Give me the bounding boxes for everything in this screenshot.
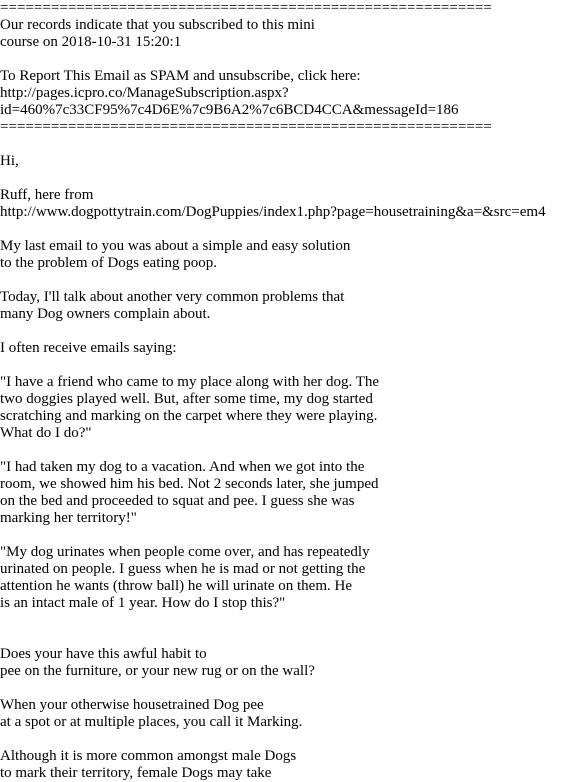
quote-line: attention he wants (throw ball) he will urinate on them. He <box>0 578 352 594</box>
subscription-notice-line-1: Our records indicate that you subscribed to this mini <box>0 17 315 33</box>
quote-line: two doggies played well. But, after some time, my dog started <box>0 391 373 407</box>
paragraph-line: pee on the furniture, or your new rug or on the wall? <box>0 663 315 679</box>
subscription-notice-line-2: course on 2018-10-31 15:20:1 <box>0 34 182 50</box>
paragraph-line: When your otherwise housetrained Dog pee <box>0 697 264 713</box>
spacer <box>0 629 580 646</box>
intro-line: Ruff, here from <box>0 187 94 203</box>
spacer <box>0 221 580 238</box>
quote-line: "I have a friend who came to my place along with her dog. The <box>0 374 380 390</box>
quote-line: room, we showed him his bed. Not 2 seconds later, she jumped <box>0 476 379 492</box>
quote-line: urinated on people. I guess when he is mad or not getting the <box>0 561 366 577</box>
paragraph-line: Today, I'll talk about another very common problems that <box>0 289 345 305</box>
quote-line: What do I do?" <box>0 425 92 441</box>
header-rule-top: ========================================================== <box>0 0 492 16</box>
quote-line: "I had taken my dog to a vacation. And when we got into the <box>0 459 365 475</box>
quote-line: on the bed and proceeded to squat and pee. I guess she was <box>0 493 355 509</box>
spacer <box>0 136 580 153</box>
paragraph-line: Does your have this awful habit to <box>0 646 207 662</box>
paragraph-line: to mark their territory, female Dogs may take <box>0 765 272 781</box>
paragraph-line: many Dog owners complain about. <box>0 306 211 322</box>
spacer <box>0 612 580 629</box>
paragraph-line: I often receive emails saying: <box>0 340 177 356</box>
spacer <box>0 680 580 697</box>
spacer <box>0 442 580 459</box>
paragraph-line: Although it is more common amongst male Dogs <box>0 748 297 764</box>
manage-subscription-link-line-2[interactable]: id=460%7c33CF95%7c4D6E%7c9B6A2%7c6BCD4CCA&messageId=186 <box>0 102 459 118</box>
quote-line: is an intact male of 1 year. How do I stop this?" <box>0 595 286 611</box>
site-link[interactable]: http://www.dogpottytrain.com/DogPuppies/index1.php?page=housetraining&a=&src=em4 <box>0 204 546 220</box>
paragraph-line: at a spot or at multiple places, you call it Marking. <box>0 714 303 730</box>
spam-report-text: To Report This Email as SPAM and unsubscribe, click here: <box>0 68 361 84</box>
quote-line: marking her territory!" <box>0 510 137 526</box>
spacer <box>0 323 580 340</box>
spacer <box>0 51 580 68</box>
spacer <box>0 731 580 748</box>
paragraph-line: My last email to you was about a simple and easy solution <box>0 238 351 254</box>
spacer <box>0 357 580 374</box>
manage-subscription-link-line-1[interactable]: http://pages.icpro.co/ManageSubscription.aspx? <box>0 85 289 101</box>
paragraph-line: to the problem of Dogs eating poop. <box>0 255 218 271</box>
quote-line: "My dog urinates when people come over, and has repeatedly <box>0 544 370 560</box>
quote-line: scratching and marking on the carpet where they were playing. <box>0 408 378 424</box>
spacer <box>0 527 580 544</box>
greeting: Hi, <box>0 153 19 169</box>
spacer <box>0 170 580 187</box>
spacer <box>0 272 580 289</box>
header-rule-bottom: ========================================================== <box>0 119 492 135</box>
